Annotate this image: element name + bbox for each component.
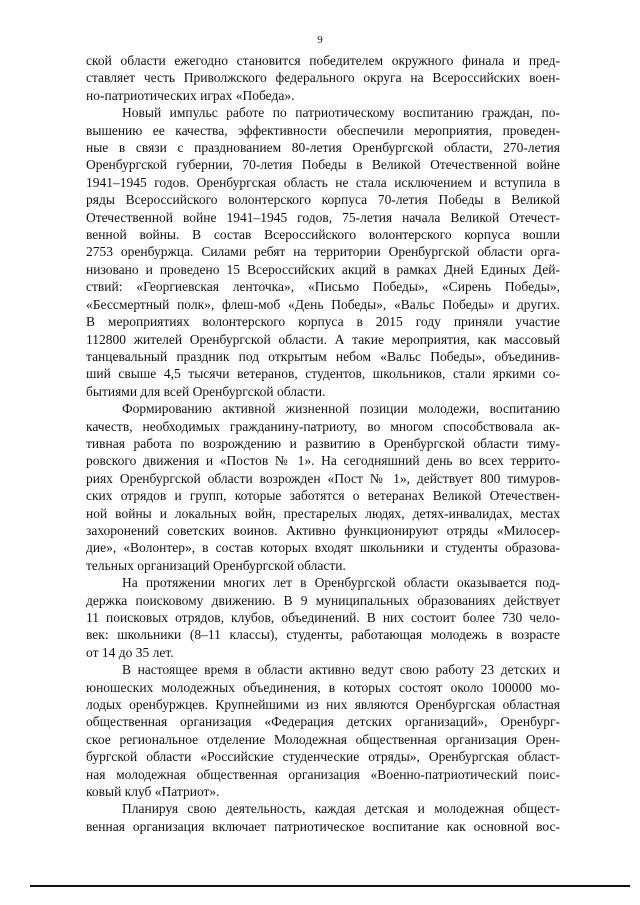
text-line: низовано и проведено 15 Всероссийских акций в рамках Дней Единых Дей- bbox=[86, 261, 560, 277]
text-line: захоронений советских воинов. Активно функционируют отряды «Милосер- bbox=[86, 522, 560, 538]
text-line: В настоящее время в области активно ведут свою работу 23 детских и bbox=[122, 662, 560, 678]
text-line: ской области ежегодно становится победителем окружного финала и пред- bbox=[86, 53, 560, 68]
paragraph bbox=[86, 400, 560, 574]
text-line: ные в связи с празднованием 80-летия Оренбургской области, 270-летия bbox=[86, 140, 560, 156]
text-line: от 14 до 35 лет. bbox=[86, 644, 174, 660]
text-line: тивная работа по возрождению и развитию в Оренбургской области тиму- bbox=[86, 435, 560, 451]
paragraph bbox=[86, 800, 560, 835]
text-line: ная молодежная общественная организация «Военно-патриотический поис- bbox=[86, 766, 560, 782]
text-line: 11 поисковых отрядов, клубов, объединений. В них состоит более 730 чело- bbox=[86, 610, 560, 625]
text-line: качеств, необходимых гражданину-патриоту, во многом способствовала ак- bbox=[86, 418, 560, 434]
text-line: ряды Всероссийского волонтерского корпуса 70-летия Победы в Великой bbox=[86, 192, 560, 208]
text-line: «Бессмертный полк», флеш-моб «День Победы», «Вальс Победы» и других. bbox=[86, 296, 560, 312]
text-line: ший свыше 4,5 тысячи ветеранов, студентов, школьников, стали яркими со- bbox=[86, 366, 560, 382]
paragraph bbox=[86, 574, 560, 661]
text-line: бытиями для всей Оренбургской области. bbox=[86, 383, 326, 399]
text-line: дие», «Волонтер», в состав которых входят школьники и студенты образова- bbox=[86, 540, 560, 556]
text-line: но-патриотических играх «Победа». bbox=[86, 87, 295, 103]
text-line: Формированию активной жизненной позиции молодежи, воспитанию bbox=[122, 401, 560, 417]
text-line: держка поисковому движению. В 9 муниципальных образованиях действует bbox=[86, 592, 560, 608]
text-line: ских отрядов и групп, которые заботятся о ветеранах Великой Отечествен- bbox=[86, 488, 560, 504]
text-line: венная организация включает патриотическое воспитание как основной вос- bbox=[86, 818, 560, 834]
text-line: Новый импульс работе по патриотическому воспитанию граждан, по- bbox=[122, 105, 560, 121]
text-line: Планируя свою деятельность, каждая детская и молодежная общест- bbox=[122, 801, 560, 817]
text-line: ставляет честь Приволжского федерального округа на Всероссийских воен- bbox=[86, 70, 560, 86]
text-line: танцевальный праздник под открытым небом «Вальс Победы», объединив- bbox=[86, 348, 560, 364]
paragraph bbox=[86, 661, 560, 800]
text-line: бургской области «Российские студенческие отряды», Оренбургская област- bbox=[86, 749, 560, 765]
paragraph bbox=[86, 52, 560, 104]
text-line: риях Оренбургской области возрожден «Пост № 1», действует 800 тимуров- bbox=[86, 470, 560, 486]
text-line: общественная организация «Федерация детских организаций», Оренбург- bbox=[86, 714, 560, 730]
text-line: Оренбургской губернии, 70-летия Победы в Великой Отечественной войне bbox=[86, 157, 560, 173]
document-body bbox=[86, 52, 560, 835]
paragraph bbox=[86, 104, 560, 400]
text-line: ковый клуб «Патриот». bbox=[86, 784, 220, 800]
text-line: тельных организаций Оренбургской области. bbox=[86, 557, 346, 573]
text-line: ровского движения и «Постов № 1». На сегодняшний день во всех террито- bbox=[86, 453, 560, 469]
text-line: 1941–1945 годов. Оренбургская область не стала исключением и вступила в bbox=[86, 174, 560, 190]
text-line: венной войны. В состав Всероссийского волонтерского корпуса вошли bbox=[86, 227, 560, 243]
text-line: ское региональное отделение Молодежная общественная организация Орен- bbox=[86, 731, 560, 747]
text-line: 2753 оренбуржца. Силами ребят на территории Оренбургской области орга- bbox=[86, 244, 560, 260]
bottom-rule bbox=[30, 885, 630, 887]
text-line: В мероприятиях волонтерского корпуса в 2015 году приняли участие bbox=[86, 314, 560, 330]
text-line: 112800 жителей Оренбургской области. А такие мероприятия, как массовый bbox=[86, 331, 560, 347]
page-number: 9 bbox=[317, 34, 323, 46]
text-line: лодых оренбуржцев. Крупнейшими из них являются Оренбургская областная bbox=[86, 697, 560, 713]
text-line: век: школьники (8–11 классы), студенты, работающая молодежь в возрасте bbox=[86, 627, 560, 643]
text-line: вышению ее качества, эффективности обеспечили мероприятия, проведен- bbox=[86, 122, 560, 138]
text-line: Отечественной войне 1941–1945 годов, 75-летия начала Великой Отечест- bbox=[86, 209, 560, 225]
text-line: юношеских молодежных объединения, в которых состоят около 100000 мо- bbox=[86, 679, 560, 695]
text-line: ной войны и локальных войн, престарелых людях, детях-инвалидах, местах bbox=[86, 505, 560, 521]
text-line: ствий: «Георгиевская ленточка», «Письмо Победы», «Сирень Победы», bbox=[86, 279, 560, 295]
text-line: На протяжении многих лет в Оренбургской области оказывается под- bbox=[122, 575, 560, 591]
